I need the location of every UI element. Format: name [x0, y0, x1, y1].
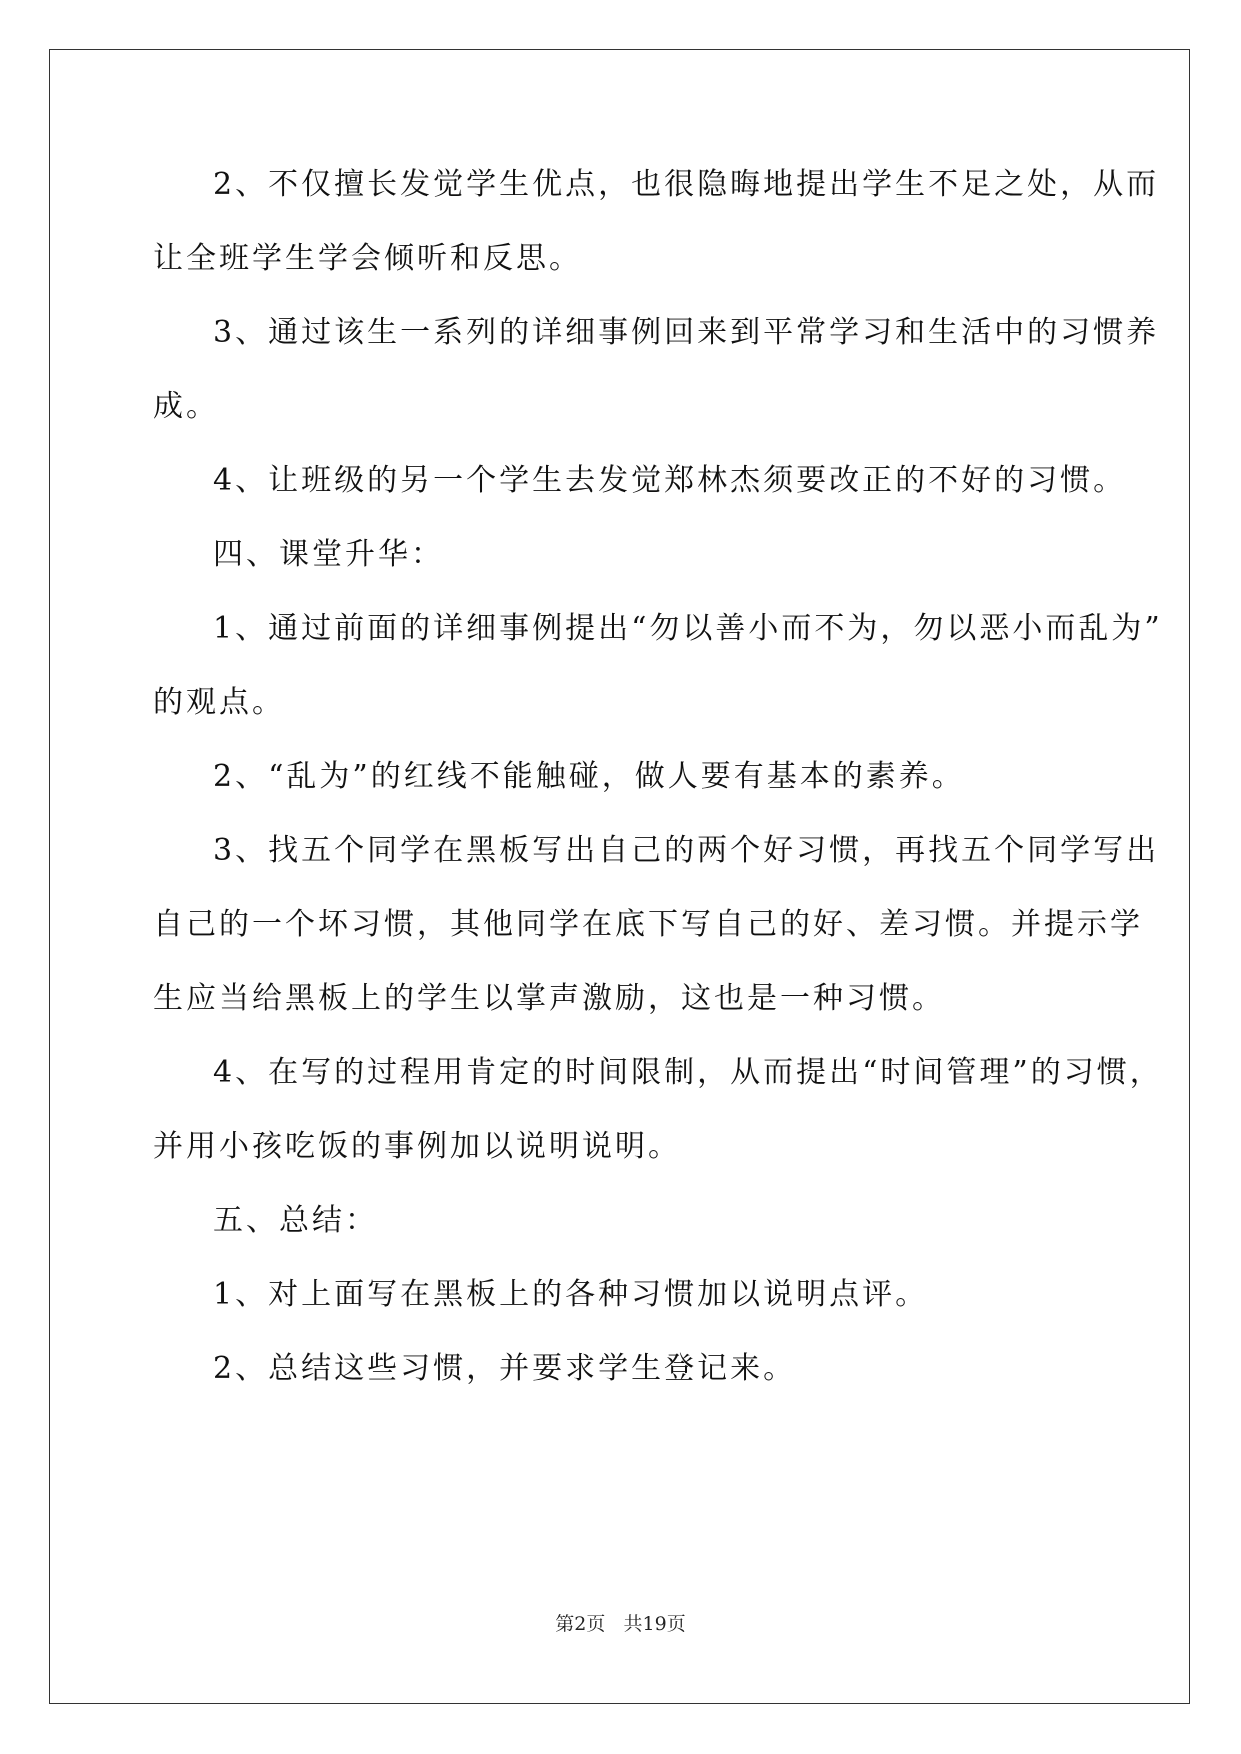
paragraph-line: 2、总结这些习惯，并要求学生登记来。	[213, 1351, 797, 1386]
total-suffix: 页	[666, 1613, 686, 1635]
paragraph-line: 3、通过该生一系列的详细事例回来到平常学习和生活中的习惯养	[213, 315, 1160, 350]
paragraph-line: 1、对上面写在黑板上的各种习惯加以说明点评。	[213, 1277, 929, 1312]
paragraph-line: 让全班学生学会倾听和反思。	[153, 241, 582, 276]
page-label-prefix: 第	[555, 1613, 575, 1635]
paragraph-line: 3、找五个同学在黑板写出自己的两个好习惯，再找五个同学写出	[213, 833, 1160, 868]
paragraph-line: 1、通过前面的详细事例提出“勿以善小而不为，勿以恶小而乱为”	[213, 611, 1163, 646]
paragraph-line: 4、让班级的另一个学生去发觉郑林杰须要改正的不好的习惯。	[213, 463, 1127, 498]
section-heading: 四、课堂升华：	[213, 537, 444, 572]
total-prefix: 共	[623, 1613, 643, 1635]
page-footer	[0, 1612, 1241, 1636]
paragraph-line: 的观点。	[153, 685, 285, 720]
paragraph-line: 成。	[153, 389, 219, 424]
page-border	[49, 49, 1190, 1704]
paragraph-line: 生应当给黑板上的学生以掌声激励，这也是一种习惯。	[153, 981, 945, 1016]
page-number: 2	[574, 1613, 587, 1635]
section-heading: 五、总结：	[213, 1203, 378, 1238]
paragraph-line: 4、在写的过程用肯定的时间限制，从而提出“时间管理”的习惯，	[213, 1055, 1163, 1090]
paragraph-line: 2、不仅擅长发觉学生优点，也很隐晦地提出学生不足之处，从而	[213, 167, 1160, 202]
page-label-suffix: 页	[586, 1613, 606, 1635]
paragraph-line: 并用小孩吃饭的事例加以说明说明。	[153, 1129, 681, 1164]
paragraph-line: 2、“乱为”的红线不能触碰，做人要有基本的素养。	[213, 759, 965, 794]
paragraph-line: 自己的一个坏习惯，其他同学在底下写自己的好、差习惯。并提示学	[153, 907, 1143, 942]
total-pages: 19	[642, 1613, 667, 1635]
